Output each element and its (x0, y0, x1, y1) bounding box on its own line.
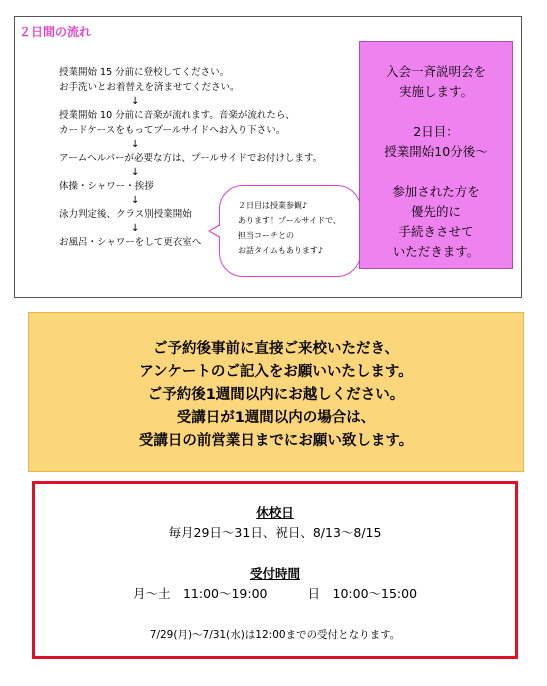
flow-step: カードケースをもってプールサイドへお入り下さい。 (59, 125, 286, 136)
flow-step: 体操・シャワー・挨拶 (59, 181, 154, 192)
info-line: 2日目： (413, 124, 459, 139)
reception-hours (35, 584, 515, 602)
notice-line: 受講日が1週間以内の場合は、 (176, 410, 376, 426)
info-line: 参加された方を (392, 184, 480, 199)
reservation-notice (28, 312, 524, 472)
down-arrow-icon: ↓ (131, 167, 140, 178)
flow-step: 授業開始 15 分前に登校してください。 (59, 67, 230, 78)
speech-bubble (219, 185, 361, 277)
speech-line: ２日目は授業参観♪ (238, 201, 308, 210)
two-day-flow-section (14, 16, 522, 298)
info-line: 優先的に (410, 204, 461, 219)
closed-days-title: 休校日 (256, 505, 294, 520)
flow-title: ２日間の流れ (19, 25, 92, 39)
down-arrow-icon: ↓ (131, 139, 140, 150)
flow-step: お手洗いとお着替えを済ませてください。 (59, 82, 240, 93)
flow-step: 泳力判定後、クラス別授業開始 (59, 209, 192, 220)
flow-step: お風呂・シャワーをして更衣室へ (59, 237, 202, 248)
weekday-hours: 月～土 11:00～19:00 (132, 586, 268, 601)
notice-line: ご予約後事前に直接ご来校いただき、 (153, 341, 399, 357)
flow-step: 授業開始 10 分前に音楽が流れます。音楽が流れたら、 (59, 110, 295, 121)
speech-line: 担当コーチとの (238, 231, 294, 240)
special-hours-note: 7/29(月)～7/31(水)は12:00までの受付となります。 (149, 629, 401, 641)
flow-step: アームヘルパーが必要な方は、プールサイドでお付けします。 (59, 153, 323, 164)
info-session-box (359, 41, 513, 269)
speech-line: あります！プールサイドで、 (238, 216, 341, 225)
notice-line: アンケートのご記入をお願いいたします。 (139, 364, 413, 380)
reception-hours-title: 受付時間 (249, 566, 300, 581)
closed-days: 毎月29日～31日、祝日、8/13～8/15 (168, 525, 382, 540)
info-line: 手続きさせて (398, 224, 474, 239)
notice-line: 受講日の前営業日までにお願い致します。 (138, 433, 414, 449)
sunday-hours: 日 10:00～15:00 (307, 586, 418, 601)
schedule-box (32, 481, 518, 659)
info-line: 入会一斉説明会を (385, 64, 486, 79)
speech-line: お話タイムもあります♪ (238, 246, 323, 255)
info-line: いただきます。 (392, 244, 480, 259)
info-line: 授業開始10分後～ (384, 144, 488, 159)
down-arrow-icon: ↓ (131, 223, 140, 234)
down-arrow-icon: ↓ (131, 195, 140, 206)
info-line: 実施します。 (398, 84, 473, 99)
down-arrow-icon: ↓ (131, 96, 140, 107)
notice-line: ご予約後1週間以内にお越しください。 (147, 387, 405, 403)
